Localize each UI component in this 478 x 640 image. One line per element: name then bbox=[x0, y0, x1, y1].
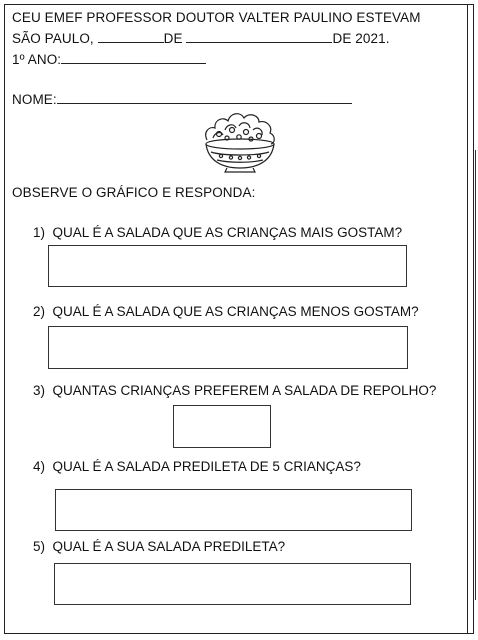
question-1 bbox=[33, 225, 402, 240]
answer-box-2[interactable] bbox=[48, 326, 408, 369]
question-4 bbox=[33, 459, 361, 474]
school-name: CEU EMEF PROFESSOR DOUTOR VALTER PAULINO ESTEVAM bbox=[12, 10, 421, 25]
city-label: SÃO PAULO, bbox=[12, 31, 94, 46]
answer-box-3[interactable] bbox=[173, 405, 271, 448]
question-number: 2) bbox=[33, 304, 46, 319]
date-line bbox=[12, 30, 390, 46]
salad-bowl-icon bbox=[199, 106, 281, 176]
grade-blank[interactable] bbox=[61, 51, 206, 64]
question-3 bbox=[33, 383, 436, 398]
question-text: QUAL É A SUA SALADA PREDILETA? bbox=[52, 539, 286, 554]
page-edge-line bbox=[475, 150, 476, 600]
year-label: DE 2021. bbox=[332, 31, 390, 46]
month-blank[interactable] bbox=[186, 30, 332, 43]
day-blank[interactable] bbox=[98, 30, 164, 43]
question-text: QUAL É A SALADA QUE AS CRIANÇAS MAIS GOSTAM? bbox=[52, 225, 403, 240]
name-line bbox=[12, 91, 352, 107]
question-number: 4) bbox=[33, 459, 46, 474]
instruction-text: OBSERVE O GRÁFICO E RESPONDA: bbox=[12, 185, 256, 200]
question-number: 3) bbox=[33, 383, 46, 398]
question-number: 1) bbox=[33, 225, 46, 240]
de-label: DE bbox=[163, 31, 183, 46]
question-text: QUAL É A SALADA QUE AS CRIANÇAS MENOS GOSTAM? bbox=[52, 304, 419, 319]
answer-box-4[interactable] bbox=[55, 489, 412, 531]
answer-box-1[interactable] bbox=[48, 245, 407, 287]
answer-box-5[interactable] bbox=[54, 563, 411, 605]
question-text: QUANTAS CRIANÇAS PREFEREM A SALADA DE REPOLHO? bbox=[52, 383, 437, 398]
question-5 bbox=[33, 539, 285, 554]
question-text: QUAL É A SALADA PREDILETA DE 5 CRIANÇAS? bbox=[52, 459, 361, 474]
grade-label: 1º ANO: bbox=[12, 52, 62, 67]
grade-line bbox=[12, 51, 206, 67]
page-border-right bbox=[467, 4, 468, 634]
question-2 bbox=[33, 304, 419, 319]
question-number: 5) bbox=[33, 539, 46, 554]
name-blank[interactable] bbox=[57, 91, 352, 104]
name-label: NOME: bbox=[12, 92, 57, 107]
